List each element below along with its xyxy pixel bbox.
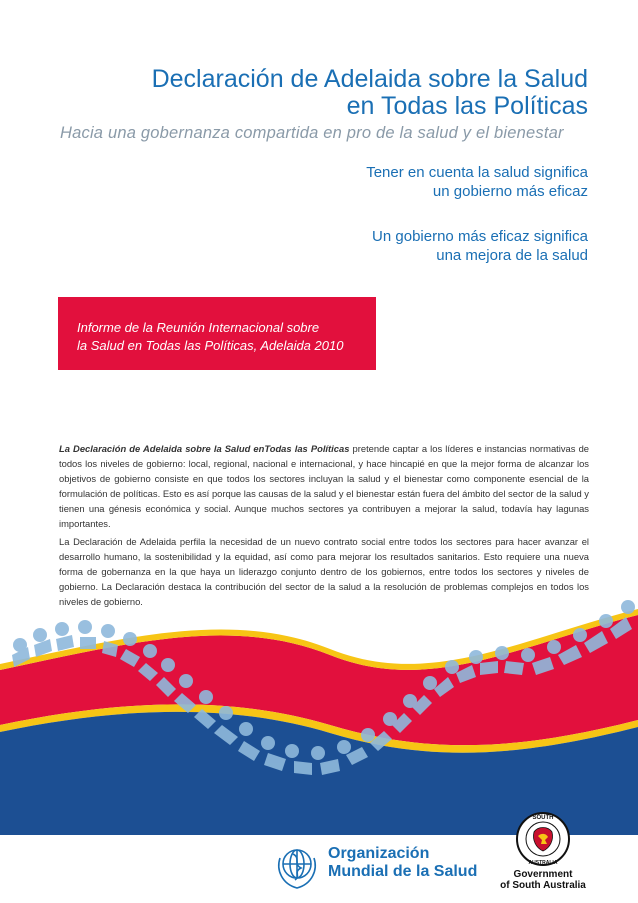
document-title bbox=[48, 66, 588, 120]
sa-wordmark-line-1: Government bbox=[513, 869, 573, 880]
title-line-1: Declaración de Adelaida sobre la Salud bbox=[151, 65, 588, 93]
intro-paragraph-2: La Declaración de Adelaida perfila la necesidad de un nuevo contrato social entre todos los sectores para hacer avanzar el desarrollo humano, la sostenibilidad y la equidad, así como para mejorar los resultados sanitarios. Esto requiere una nueva forma de gobernanza en la que haya un liderazgo conjunto dentro de los gobiernos, entre todos los sectores y niveles de gobierno. La Declaración destaca la contribución del sector de la salud a la resolución de problemas complejos en todos los niveles de gobierno. bbox=[59, 536, 589, 607]
report-box-line-2: la Salud en Todas las Políticas, Adelaida 2010 bbox=[77, 338, 344, 353]
who-emblem-icon bbox=[272, 840, 322, 892]
title-line-2: en Todas las Políticas bbox=[346, 92, 588, 120]
tagline-2 bbox=[288, 227, 588, 265]
south-australia-wordmark bbox=[478, 869, 608, 891]
report-box bbox=[58, 297, 376, 370]
who-wordmark bbox=[328, 845, 477, 881]
tagline-2-line-1: Un gobierno más eficaz significa bbox=[372, 228, 588, 245]
tagline-1 bbox=[288, 163, 588, 201]
intro-paragraph-1 bbox=[59, 441, 589, 531]
tagline-2-line-2: una mejora de la salud bbox=[436, 247, 588, 264]
tagline-1-line-2: un gobierno más eficaz bbox=[432, 183, 588, 200]
intro-paragraph-1-text: pretende captar a los líderes e instancias normativas de todos los niveles de gobierno: local, regional, nacional e internacional, y hace hincapié en que la mejor forma de alcanzar los objetivos de gobierno consiste en que todos los sectores incluyan la salud y el bienestar como componente esencial de la formulación de políticas. Esto es así porque las causas de la salud y el bienestar están fuera del ámbito del sector de la salud y tienen una génesis económica y social. Aunque muchos sectores ya contribuyen a mejorar la salud, todavía hay lagunas importantes. bbox=[59, 443, 589, 529]
who-wordmark-line-2: Mundial de la Salud bbox=[328, 863, 478, 880]
seal-text-bottom: AUSTRALIA bbox=[528, 860, 558, 866]
decorative-ribbon bbox=[0, 585, 638, 835]
report-box-line-1: Informe de la Reunión Internacional sobre bbox=[77, 320, 320, 335]
tagline-1-line-1: Tener en cuenta la salud significa bbox=[366, 164, 588, 181]
declaration-name: La Declaración de Adelaida sobre la Salud enTodas las Políticas bbox=[59, 443, 350, 454]
seal-text-top: SOUTH bbox=[532, 815, 554, 821]
sa-wordmark-line-2: of South Australia bbox=[500, 880, 586, 891]
south-australia-seal-icon bbox=[512, 810, 574, 868]
document-subtitle: Hacia una gobernanza compartida en pro de la salud y el bienestar bbox=[60, 124, 564, 142]
who-wordmark-line-1: Organización bbox=[328, 845, 430, 862]
